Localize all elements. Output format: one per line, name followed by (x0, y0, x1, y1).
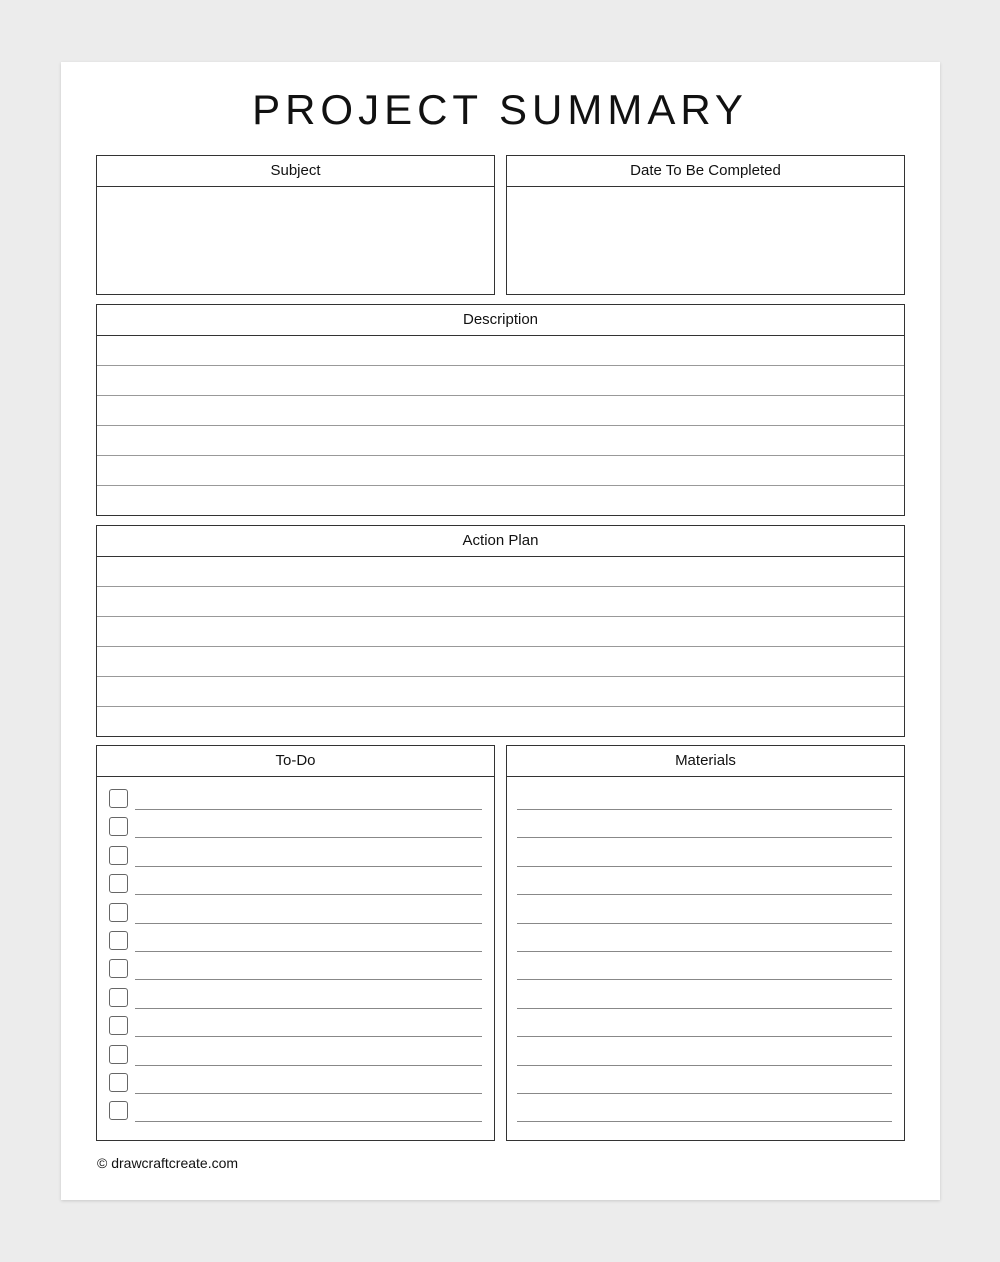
materials-item (507, 949, 904, 977)
todo-item (97, 836, 494, 864)
todo-item (97, 1035, 494, 1063)
writing-line[interactable] (97, 647, 904, 677)
writing-line[interactable] (97, 336, 904, 366)
checkbox[interactable] (109, 817, 128, 836)
writing-line[interactable] (97, 486, 904, 516)
checkbox[interactable] (109, 1101, 128, 1120)
action-plan-box (96, 525, 905, 737)
subject-box (96, 155, 495, 295)
materials-list (507, 777, 904, 1120)
todo-item (97, 807, 494, 835)
todo-item (97, 1063, 494, 1091)
materials-item (507, 1035, 904, 1063)
page-title: PROJECT SUMMARY (252, 86, 748, 133)
writing-line[interactable] (97, 707, 904, 737)
writing-line[interactable] (97, 557, 904, 587)
materials-header: Materials (507, 746, 904, 777)
materials-item (507, 921, 904, 949)
writing-line[interactable] (97, 587, 904, 617)
materials-box (506, 745, 905, 1141)
todo-item (97, 893, 494, 921)
writing-line[interactable] (97, 366, 904, 396)
materials-item (507, 893, 904, 921)
materials-item (507, 978, 904, 1006)
checkbox[interactable] (109, 903, 128, 922)
checkbox[interactable] (109, 846, 128, 865)
writing-line[interactable] (97, 456, 904, 486)
subject-header: Subject (97, 156, 494, 187)
materials-item (507, 1091, 904, 1119)
checkbox[interactable] (109, 931, 128, 950)
materials-item (507, 864, 904, 892)
subject-field[interactable] (97, 187, 494, 295)
checkbox[interactable] (109, 1016, 128, 1035)
todo-item (97, 1006, 494, 1034)
checkbox[interactable] (109, 1045, 128, 1064)
materials-item (507, 836, 904, 864)
date-box (506, 155, 905, 295)
todo-header: To-Do (97, 746, 494, 777)
materials-line[interactable] (517, 1121, 892, 1122)
todo-item (97, 921, 494, 949)
checkbox[interactable] (109, 959, 128, 978)
materials-item (507, 1006, 904, 1034)
checkbox[interactable] (109, 988, 128, 1007)
todo-line[interactable] (135, 1121, 482, 1122)
writing-line[interactable] (97, 396, 904, 426)
todo-box (96, 745, 495, 1141)
date-field[interactable] (507, 187, 904, 295)
todo-item (97, 779, 494, 807)
action-plan-header: Action Plan (97, 526, 904, 557)
action-plan-lines (97, 557, 904, 737)
footer-copyright: © drawcraftcreate.com (97, 1155, 239, 1171)
materials-item (507, 1063, 904, 1091)
todo-list (97, 777, 494, 1120)
todo-item (97, 978, 494, 1006)
todo-item (97, 864, 494, 892)
date-header: Date To Be Completed (507, 156, 904, 187)
writing-line[interactable] (97, 677, 904, 707)
description-box (96, 304, 905, 516)
materials-item (507, 779, 904, 807)
checkbox[interactable] (109, 874, 128, 893)
description-lines (97, 336, 904, 516)
todo-item (97, 1091, 494, 1119)
writing-line[interactable] (97, 426, 904, 456)
writing-line[interactable] (97, 617, 904, 647)
todo-item (97, 949, 494, 977)
checkbox[interactable] (109, 789, 128, 808)
description-header: Description (97, 305, 904, 336)
checkbox[interactable] (109, 1073, 128, 1092)
materials-item (507, 807, 904, 835)
